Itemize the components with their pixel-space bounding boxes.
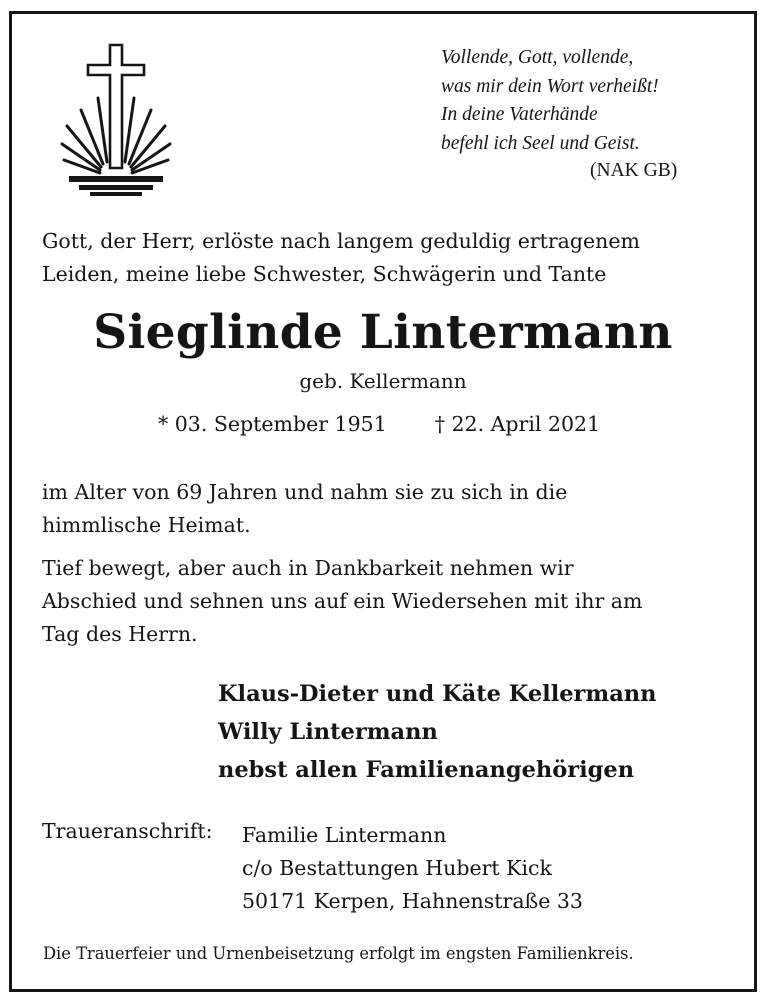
address-line: c/o Bestattungen Hubert Kick (242, 856, 552, 880)
verse-line: befehl ich Seel und Geist. (441, 132, 640, 154)
maiden-name: geb. Kellermann (299, 369, 467, 393)
intro-text (42, 225, 640, 291)
body-paragraph-2 (42, 552, 642, 651)
mourner-entry: nebst allen Familienangehörigen (218, 757, 635, 783)
cross-emblem-icon (56, 40, 176, 198)
funeral-note: Die Trauerfeier und Urnenbeisetzung erfolgt im engsten Familienkreis. (43, 944, 634, 963)
verse-line: was mir dein Wort verheißt! (441, 75, 659, 97)
body-line: himmlische Heimat. (42, 513, 251, 537)
body-line: Tief bewegt, aber auch in Dankbarkeit nehmen wir (42, 556, 574, 580)
intro-line: Gott, der Herr, erlöste nach langem geduldig ertragenem (42, 229, 640, 253)
mourning-address (242, 819, 583, 918)
body-line: Tag des Herrn. (42, 622, 198, 646)
life-dates (158, 412, 600, 436)
address-line: 50171 Kerpen, Hahnenstraße 33 (242, 889, 583, 913)
body-line: Abschied und sehnen uns auf ein Wiedersehen mit ihr am (42, 589, 643, 613)
bible-verse (441, 44, 726, 158)
verse-line: Vollende, Gott, vollende, (441, 47, 634, 68)
verse-source: (NAK GB) (590, 160, 678, 181)
mourner-entry: Klaus-Dieter und Käte Kellermann (218, 681, 657, 707)
birth-date: * 03. September 1951 (158, 412, 387, 436)
mourner-entry: Willy Lintermann (218, 719, 438, 745)
death-date: † 22. April 2021 (434, 412, 601, 436)
deceased-name: Sieglinde Lintermann (93, 305, 673, 360)
address-label: Traueranschrift: (42, 819, 213, 843)
intro-line: Leiden, meine liebe Schwester, Schwägerin und Tante (42, 262, 607, 286)
mourners-list (218, 675, 657, 789)
verse-line: In deine Vaterhände (441, 104, 598, 125)
address-line: Familie Lintermann (242, 823, 447, 847)
body-line: im Alter von 69 Jahren und nahm sie zu sich in die (42, 480, 568, 504)
body-paragraph-1 (42, 476, 567, 542)
